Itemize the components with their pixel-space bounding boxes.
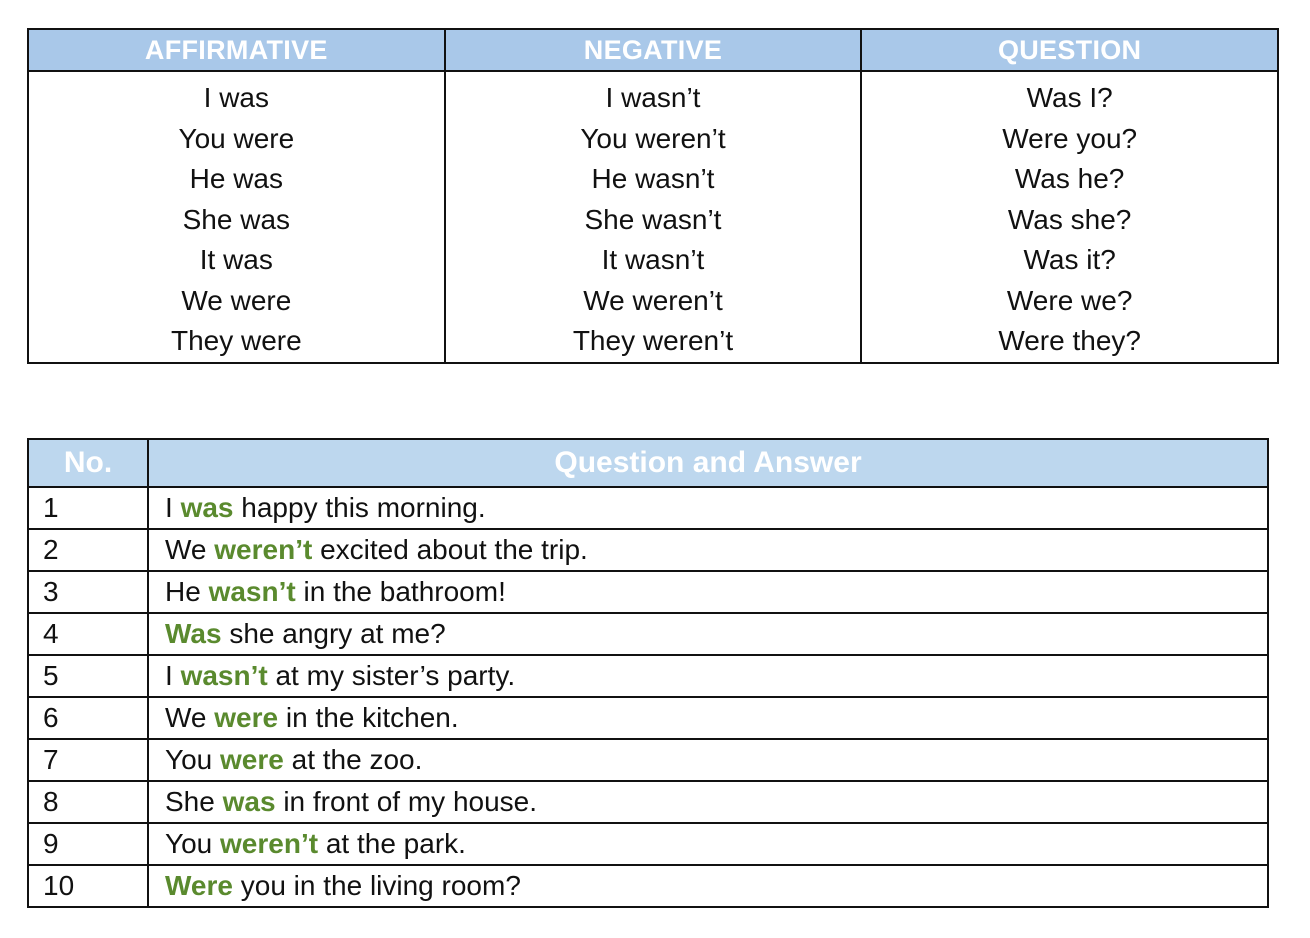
sentence	[148, 865, 1268, 907]
question-answer-table	[27, 438, 1269, 908]
table-row	[28, 697, 1268, 739]
highlighted-verb: wasn’t	[180, 660, 268, 691]
row-number: 2	[28, 529, 148, 571]
negative-column	[445, 71, 862, 363]
table-row	[28, 823, 1268, 865]
table-row	[28, 739, 1268, 781]
row-number: 6	[28, 697, 148, 739]
sentence	[148, 571, 1268, 613]
sentence-after: in the bathroom!	[295, 576, 506, 607]
conjugation-body-row	[28, 71, 1278, 363]
conjugation-table	[27, 28, 1279, 364]
header-affirmative: AFFIRMATIVE	[28, 29, 445, 71]
sentence-before: You	[165, 828, 221, 859]
affirmative-item: He was	[189, 163, 284, 194]
highlighted-verb: was	[222, 786, 276, 817]
question-column	[861, 71, 1278, 363]
sentence	[148, 655, 1268, 697]
sentence	[148, 823, 1268, 865]
highlighted-verb: was	[180, 492, 234, 523]
sentence-after: in the kitchen.	[278, 702, 459, 733]
highlighted-verb: weren’t	[214, 534, 313, 565]
row-number: 3	[28, 571, 148, 613]
question-item: Was he?	[1014, 163, 1125, 194]
sentence	[148, 487, 1268, 529]
question-item: Were you?	[1002, 122, 1138, 154]
negative-item: He wasn’t	[591, 163, 715, 194]
sentence-after: at the park.	[318, 828, 466, 859]
qa-header-row	[28, 439, 1268, 487]
sentence-after: at the zoo.	[283, 744, 423, 775]
affirmative-item: They were	[170, 325, 302, 356]
affirmative-item: You were	[178, 122, 295, 154]
question-item: Was I?	[1026, 82, 1113, 113]
table-row	[28, 529, 1268, 571]
sentence-after: she angry at me?	[221, 618, 446, 649]
sentence-after: in front of my house.	[275, 786, 538, 817]
row-number: 5	[28, 655, 148, 697]
highlighted-verb: were	[220, 744, 284, 775]
table-row	[28, 781, 1268, 823]
row-number: 1	[28, 487, 148, 529]
header-number: No.	[28, 439, 148, 487]
highlighted-verb: Was	[165, 618, 222, 649]
row-number: 8	[28, 781, 148, 823]
sentence	[148, 781, 1268, 823]
row-number: 10	[28, 865, 148, 907]
table-row	[28, 865, 1268, 907]
sentence-before: We	[165, 534, 215, 565]
sentence-after: excited about the trip.	[312, 534, 588, 565]
negative-item: She wasn’t	[584, 203, 722, 235]
sentence	[148, 529, 1268, 571]
row-number: 9	[28, 823, 148, 865]
question-item: Was she?	[1007, 203, 1132, 235]
negative-item: I wasn’t	[605, 82, 701, 113]
affirmative-item: I was	[203, 82, 269, 113]
row-number: 7	[28, 739, 148, 781]
question-item: Were we?	[1006, 284, 1133, 316]
sentence-before: She	[165, 786, 223, 817]
sentence	[148, 613, 1268, 655]
sentence-before: I	[165, 660, 181, 691]
table-row	[28, 487, 1268, 529]
sentence-before: You	[165, 744, 221, 775]
table-row	[28, 655, 1268, 697]
sentence-after: happy this morning.	[233, 492, 486, 523]
negative-item: We weren’t	[583, 284, 723, 316]
table-row	[28, 571, 1268, 613]
sentence	[148, 739, 1268, 781]
highlighted-verb: Were	[165, 870, 233, 901]
sentence-before: We	[165, 702, 215, 733]
row-number: 4	[28, 613, 148, 655]
sentence-after: at my sister’s party.	[267, 660, 516, 691]
affirmative-item: It was	[199, 244, 273, 275]
sentence-after: you in the living room?	[232, 870, 521, 901]
header-question: QUESTION	[861, 29, 1278, 71]
table-row	[28, 613, 1268, 655]
sentence	[148, 697, 1268, 739]
question-item: Was it?	[1023, 244, 1116, 275]
affirmative-item: We were	[181, 284, 292, 316]
negative-item: They weren’t	[572, 325, 734, 356]
question-item: Were they?	[998, 325, 1141, 356]
conjugation-header-row	[28, 29, 1278, 71]
header-negative: NEGATIVE	[445, 29, 862, 71]
sentence-before: I	[165, 492, 181, 523]
sentence-before: He	[165, 576, 209, 607]
highlighted-verb: weren’t	[220, 828, 319, 859]
highlighted-verb: were	[214, 702, 279, 733]
affirmative-column	[28, 71, 445, 363]
header-question-and-answer: Question and Answer	[148, 439, 1268, 487]
highlighted-verb: wasn’t	[208, 576, 296, 607]
negative-item: It wasn’t	[601, 244, 705, 275]
affirmative-item: She was	[182, 203, 291, 235]
negative-item: You weren’t	[580, 122, 726, 154]
